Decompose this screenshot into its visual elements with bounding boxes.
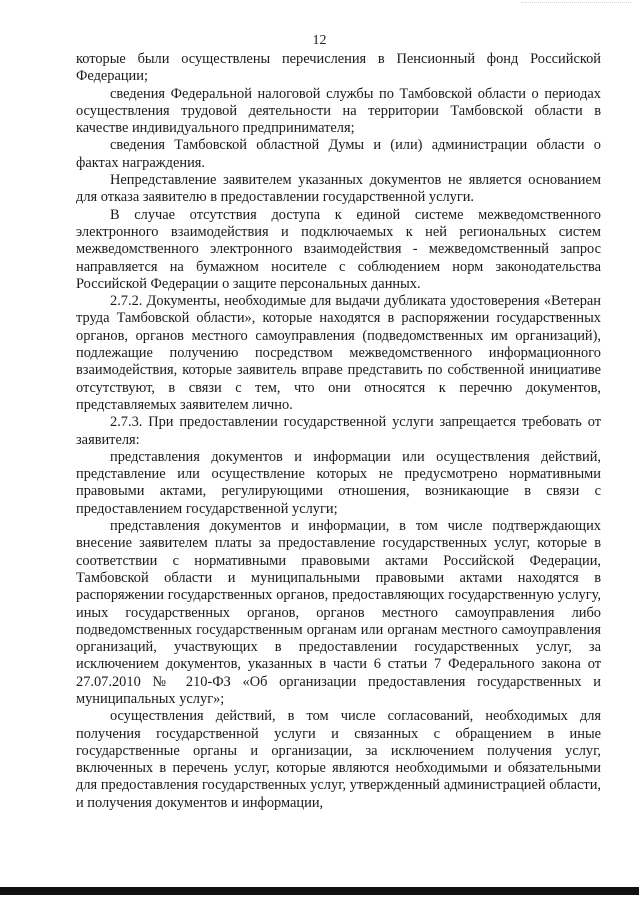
paragraph-paper-request: В случае отсутствия доступа к единой системе межведомственного электронного взаимодействия и подключаемых к ней региональных систем межведомственного электронного взаимодействия - межведомственный запрос направляется на бумажном носителе с соблюдением норм законодательства Российской Федерации о защите персональных данных. [76, 206, 601, 292]
page-number: 12 [312, 33, 327, 48]
paragraph-payment-documents: представления документов и информации, в том числе подтверждающих внесение заявителем платы за предоставление государственных услуг, которые в соответствии с нормативными правовыми актами Российской Федерации, Тамбовской области и муниципальными правовыми актами находятся в распоряжении государственных органов, предоставляющих государственную услугу, иных государственных органов, органов местного самоуправления либо подведомственных государственным органам или органам местного самоуправления организаций, участвующих в предоставлении государственных услуг, за исключением документов, указанных в части 6 статьи 7 Федерального закона от 27.07.2010 № 210-ФЗ «Об организации предоставления государственных и муниципальных услуг»; [76, 518, 601, 707]
paragraph-prohibited-documents: представления документов и информации или осуществления действий, представление или осуществление которых не предусмотрено нормативными правовыми актами, регулирующими отношения, возникающие в связи с предоставлением государственной услуги; [76, 448, 601, 517]
scan-edge-bar [0, 887, 639, 895]
paragraph-duma-awards-info: сведения Тамбовской областной Думы и (или) администрации области о фактах награждения. [76, 137, 601, 171]
paragraph-non-submission: Непредставление заявителем указанных документов не является основанием для отказа заявителю в предоставлении государственной услуги. [76, 172, 601, 206]
page-body [76, 51, 601, 812]
paragraph-2-7-2: 2.7.2. Документы, необходимые для выдачи дубликата удостоверения «Ветеран труда Тамбовской области», которые находятся в распоряжении государственных органов, органов местного самоуправления (подведомственных им организаций), подлежащие получению посредством межведомственного информационного взаимодействия, которые заявитель вправе представить по собственной инициативе отсутствуют, в связи с тем, что они относятся к перечню документов, представляемых заявителем лично. [76, 293, 601, 413]
paragraph-approvals: осуществления действий, в том числе согласований, необходимых для получения государственной услуги и связанных с обращением в иные государственные органы и организации, за исключением получения услуг, включенных в перечень услуг, которые являются необходимыми и обязательными для предоставления государственных услуг, утвержденный администрацией области, и получения документов и информации, [76, 708, 601, 811]
paragraph-2-7-3: 2.7.3. При предоставлении государственной услуги запрещается требовать от заявителя: [76, 414, 601, 448]
paragraph-tax-service-info: сведения Федеральной налоговой службы по Тамбовской области о периодах осуществления трудовой деятельности на территории Тамбовской области в качестве индивидуального предпринимателя; [76, 85, 601, 137]
scan-noise [521, 2, 631, 7]
paragraph-continuation-pension-fund: которые были осуществлены перечисления в Пенсионный фонд Российской Федерации; [76, 51, 601, 85]
